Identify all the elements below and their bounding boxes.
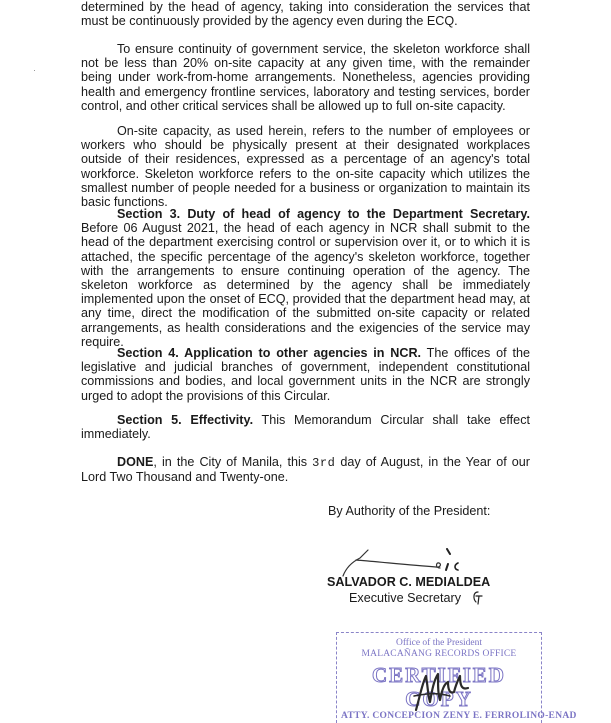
section-text: This Memorandum Circular shall take effect immediately. [81,413,530,442]
signatory-title: Executive Secretary [349,591,461,605]
done-text-end: day of August, in the Year of our Lord Two Thousand and Twenty-one. [81,455,530,485]
done-clause [81,455,530,484]
done-bold: DONE [117,455,154,469]
paragraph-continuity [81,42,530,113]
stamp-attorney: ATTY. CONCEPCION ZENY E. FERROLINO-ENAD [341,711,577,721]
margin-mark [34,70,35,71]
section-3 [81,207,530,349]
paragraph-continuation [81,0,530,28]
done-text: , in the City of Manila, this [153,455,313,469]
section-heading: Section 3. Duty of head of agency to the Department Secretary. [117,207,530,221]
signatory-name: SALVADOR C. MEDIALDEA [327,575,491,589]
done-day: 3rd [312,456,336,470]
stamp-records-office: MALACAÑANG RECORDS OFFICE [361,649,517,659]
stamp-certified-copy: CERTIFIED COPY [372,663,506,711]
paragraph-text: determined by the head of agency, taking into consideration the services that must be continuously provided by the agency even during the ECQ. [81,0,530,29]
section-text: Before 06 August 2021, the head of each agency in NCR shall submit to the head of the department exercising control or supervision over it, or to which it is attached, the specific percentage of the agency's skeleton workforce, together with the arrangements to ensure continuing operation of the agency. The skeleton workforce as determined by the agency shall be immediately implemented upon the onset of ECQ, provided that the department head may, at any time, direct the modification of the submitted on-site capacity or related arrangements, as health considerations and the exigencies of the service may require. [81,221,530,349]
initial-mark-icon [470,590,484,606]
section-heading: Section 5. Effectivity. [117,413,254,427]
paragraph-text: To ensure continuity of government service, the skeleton workforce shall not be less than 20% on-site capacity at any given time, with the remainder being under work-from-home arrangements. Nonetheless, agencies providing health and emergency frontline services, laboratory and testing services, border control, and other critical services shall be allowed up to full on-site capacity. [81,42,530,113]
paragraph-text: On-site capacity, as used herein, refers to the number of employees or workers who should be physically present at their designated workplaces outside of their residences, expressed as a percentage of an agency's total workforce. Skeleton workforce refers to the on-site capacity which utilizes the smallest number of people needed for a business or organization to maintain its basic functions. [81,124,530,210]
section-heading: Section 4. Application to other agencies in NCR. [117,346,422,360]
stamp-signature-icon [412,666,472,712]
section-5 [81,413,530,441]
section-4 [81,346,530,403]
authority-line: By Authority of the President: [328,504,491,518]
signature-icon [340,548,470,578]
section-text: The offices of the legislative and judicial branches of government, independent constitutional commissions and bodies, and local government units in the NCR are strongly urged to adopt the provisions of this Circular. [81,346,530,403]
paragraph-onsite-capacity [81,124,530,209]
stamp-office: Office of the President [395,638,483,648]
